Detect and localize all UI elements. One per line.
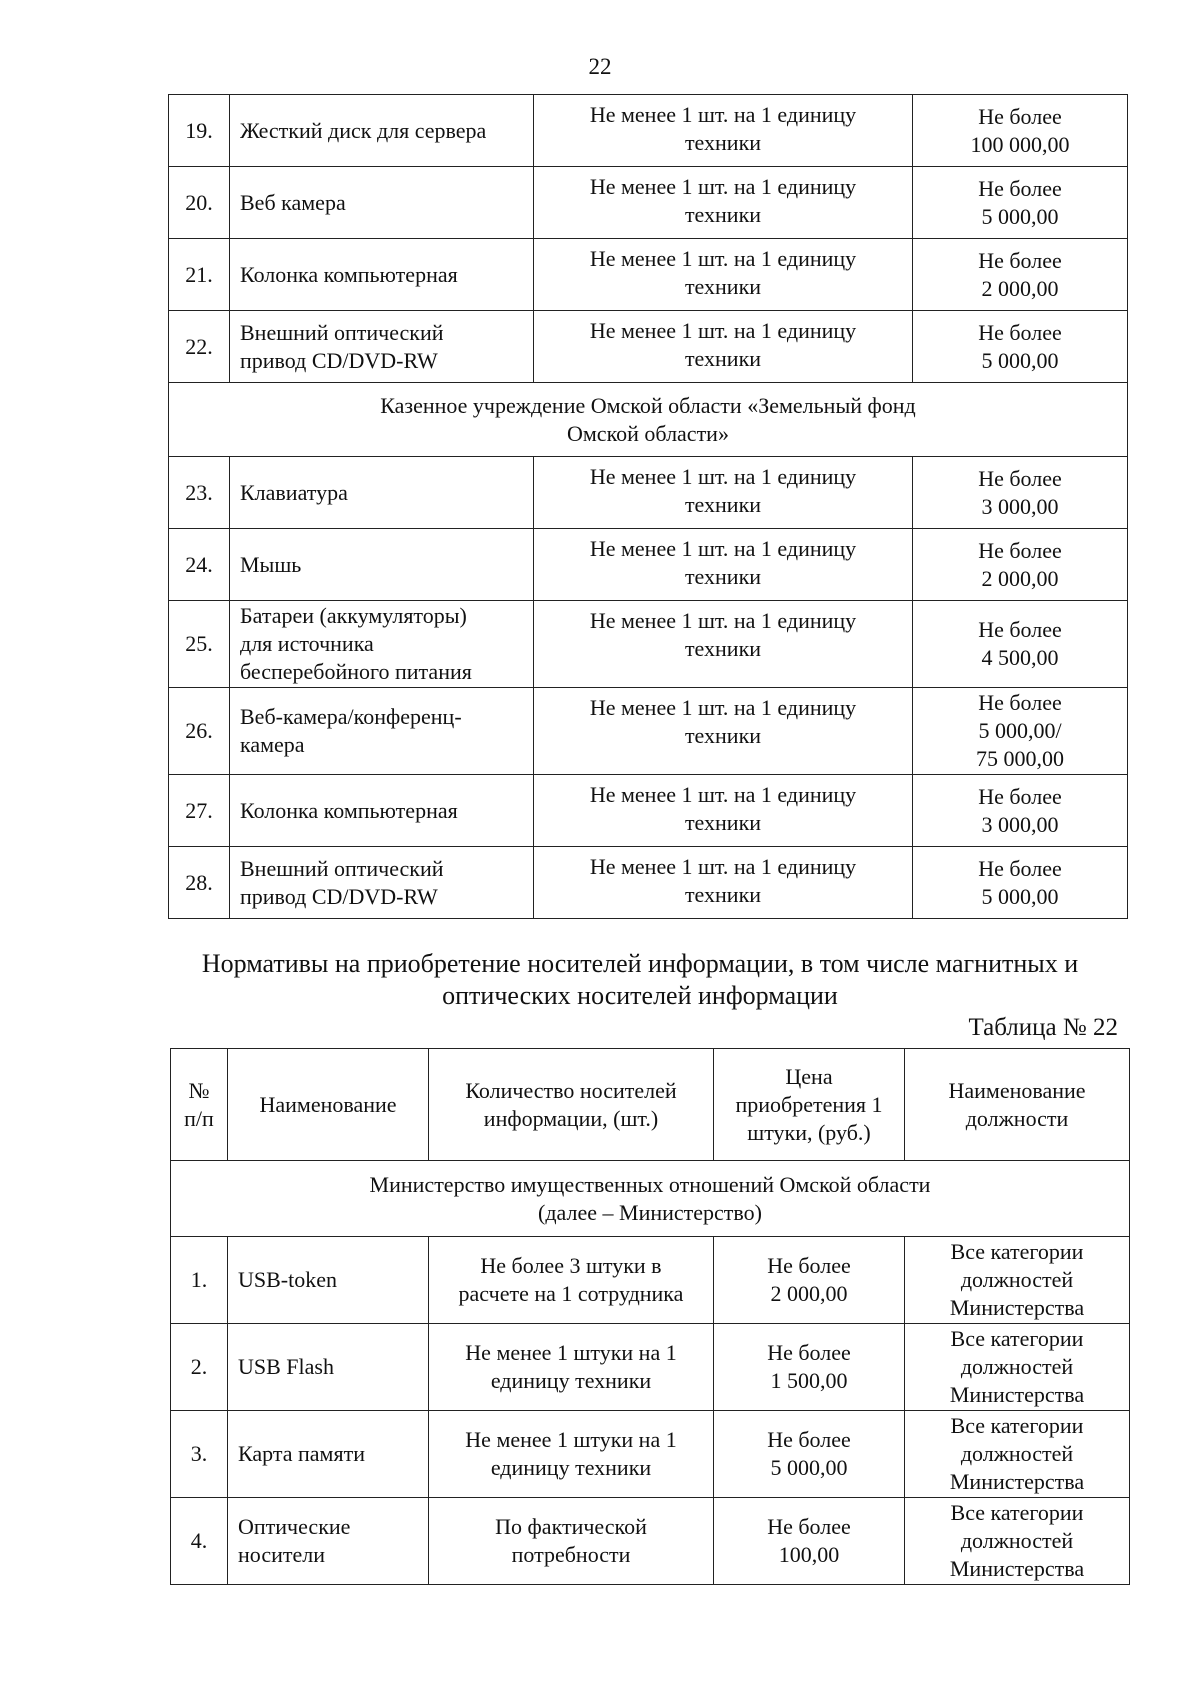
item-name: USB-token bbox=[228, 1237, 429, 1324]
item-price: Не более 2 000,00 bbox=[913, 529, 1128, 601]
section-row bbox=[171, 1161, 1130, 1237]
item-price: Не более 5 000,00 bbox=[913, 847, 1128, 919]
item-quantity: По фактической потребности bbox=[429, 1498, 714, 1585]
row-number: 28. bbox=[169, 847, 230, 919]
table-row bbox=[171, 1498, 1130, 1585]
item-quantity: Не менее 1 штуки на 1 единицу техники bbox=[429, 1411, 714, 1498]
table-label: Таблица № 22 bbox=[968, 1014, 1118, 1041]
item-price: Не более 5 000,00 bbox=[913, 167, 1128, 239]
row-number: 20. bbox=[169, 167, 230, 239]
row-number: 24. bbox=[169, 529, 230, 601]
section-row bbox=[169, 383, 1128, 457]
item-name: Колонка компьютерная bbox=[230, 239, 534, 311]
item-name: Внешний оптический привод CD/DVD-RW bbox=[230, 311, 534, 383]
item-name: Веб камера bbox=[230, 167, 534, 239]
item-price: Не более 5 000,00/ 75 000,00 bbox=[913, 688, 1128, 775]
item-price: Не более 100 000,00 bbox=[913, 95, 1128, 167]
row-number: 3. bbox=[171, 1411, 228, 1498]
item-position: Все категории должностей Министерства bbox=[905, 1498, 1130, 1585]
header-price: Цена приобретения 1 штуки, (руб.) bbox=[714, 1049, 905, 1161]
row-number: 22. bbox=[169, 311, 230, 383]
table-row bbox=[169, 688, 1128, 775]
row-number: 25. bbox=[169, 601, 230, 688]
header-name: Наименование bbox=[228, 1049, 429, 1161]
item-quantity: Не менее 1 шт. на 1 единицу техники bbox=[534, 529, 913, 601]
table-row bbox=[169, 775, 1128, 847]
item-name: USB Flash bbox=[228, 1324, 429, 1411]
table-row bbox=[171, 1237, 1130, 1324]
header-quantity: Количество носителей информации, (шт.) bbox=[429, 1049, 714, 1161]
item-price: Не более 5 000,00 bbox=[913, 311, 1128, 383]
storage-media-table bbox=[170, 1048, 1130, 1585]
item-name: Клавиатура bbox=[230, 457, 534, 529]
item-price: Не более 2 000,00 bbox=[913, 239, 1128, 311]
table-row bbox=[169, 529, 1128, 601]
item-quantity: Не менее 1 шт. на 1 единицу техники bbox=[534, 688, 913, 775]
table-row bbox=[169, 239, 1128, 311]
item-price: Не более 5 000,00 bbox=[714, 1411, 905, 1498]
item-quantity: Не менее 1 шт. на 1 единицу техники bbox=[534, 167, 913, 239]
item-position: Все категории должностей Министерства bbox=[905, 1411, 1130, 1498]
row-number: 19. bbox=[169, 95, 230, 167]
header-row bbox=[171, 1049, 1130, 1161]
item-name: Карта памяти bbox=[228, 1411, 429, 1498]
item-name: Мышь bbox=[230, 529, 534, 601]
item-quantity: Не менее 1 штуки на 1 единицу техники bbox=[429, 1324, 714, 1411]
item-price: Не более 2 000,00 bbox=[714, 1237, 905, 1324]
table-row bbox=[169, 311, 1128, 383]
section-heading: Нормативы на приобретение носителей информации, в том числе магнитных и оптических носителей информации bbox=[201, 949, 1079, 1010]
table-row bbox=[169, 167, 1128, 239]
item-price: Не более 100,00 bbox=[714, 1498, 905, 1585]
item-quantity: Не менее 1 шт. на 1 единицу техники bbox=[534, 457, 913, 529]
table-row bbox=[169, 601, 1128, 688]
item-quantity: Не менее 1 шт. на 1 единицу техники bbox=[534, 601, 913, 688]
item-price: Не более 3 000,00 bbox=[913, 457, 1128, 529]
section-title: Министерство имущественных отношений Омской области (далее – Министерство) bbox=[171, 1161, 1130, 1237]
item-price: Не более 1 500,00 bbox=[714, 1324, 905, 1411]
table-row bbox=[171, 1411, 1130, 1498]
item-name: Колонка компьютерная bbox=[230, 775, 534, 847]
row-number: 26. bbox=[169, 688, 230, 775]
item-quantity: Не более 3 штуки в расчете на 1 сотрудника bbox=[429, 1237, 714, 1324]
item-price: Не более 4 500,00 bbox=[913, 601, 1128, 688]
row-number: 2. bbox=[171, 1324, 228, 1411]
item-quantity: Не менее 1 шт. на 1 единицу техники bbox=[534, 95, 913, 167]
item-quantity: Не менее 1 шт. на 1 единицу техники bbox=[534, 775, 913, 847]
item-price: Не более 3 000,00 bbox=[913, 775, 1128, 847]
table-row bbox=[169, 457, 1128, 529]
header-num: № п/п bbox=[171, 1049, 228, 1161]
item-quantity: Не менее 1 шт. на 1 единицу техники bbox=[534, 847, 913, 919]
row-number: 1. bbox=[171, 1237, 228, 1324]
row-number: 27. bbox=[169, 775, 230, 847]
row-number: 23. bbox=[169, 457, 230, 529]
item-position: Все категории должностей Министерства bbox=[905, 1324, 1130, 1411]
item-name: Внешний оптический привод CD/DVD-RW bbox=[230, 847, 534, 919]
item-name: Веб-камера/конференц- камера bbox=[230, 688, 534, 775]
item-quantity: Не менее 1 шт. на 1 единицу техники bbox=[534, 311, 913, 383]
row-number: 21. bbox=[169, 239, 230, 311]
item-name: Батареи (аккумуляторы) для источника бесперебойного питания bbox=[230, 601, 534, 688]
equipment-table bbox=[168, 94, 1128, 919]
page-number: 22 bbox=[588, 54, 612, 79]
table-row bbox=[169, 95, 1128, 167]
section-title: Казенное учреждение Омской области «Земельный фонд Омской области» bbox=[169, 383, 1128, 457]
item-position: Все категории должностей Министерства bbox=[905, 1237, 1130, 1324]
item-name: Жесткий диск для сервера bbox=[230, 95, 534, 167]
item-quantity: Не менее 1 шт. на 1 единицу техники bbox=[534, 239, 913, 311]
table-row bbox=[169, 847, 1128, 919]
table-row bbox=[171, 1324, 1130, 1411]
item-name: Оптические носители bbox=[228, 1498, 429, 1585]
row-number: 4. bbox=[171, 1498, 228, 1585]
header-position: Наименование должности bbox=[905, 1049, 1130, 1161]
